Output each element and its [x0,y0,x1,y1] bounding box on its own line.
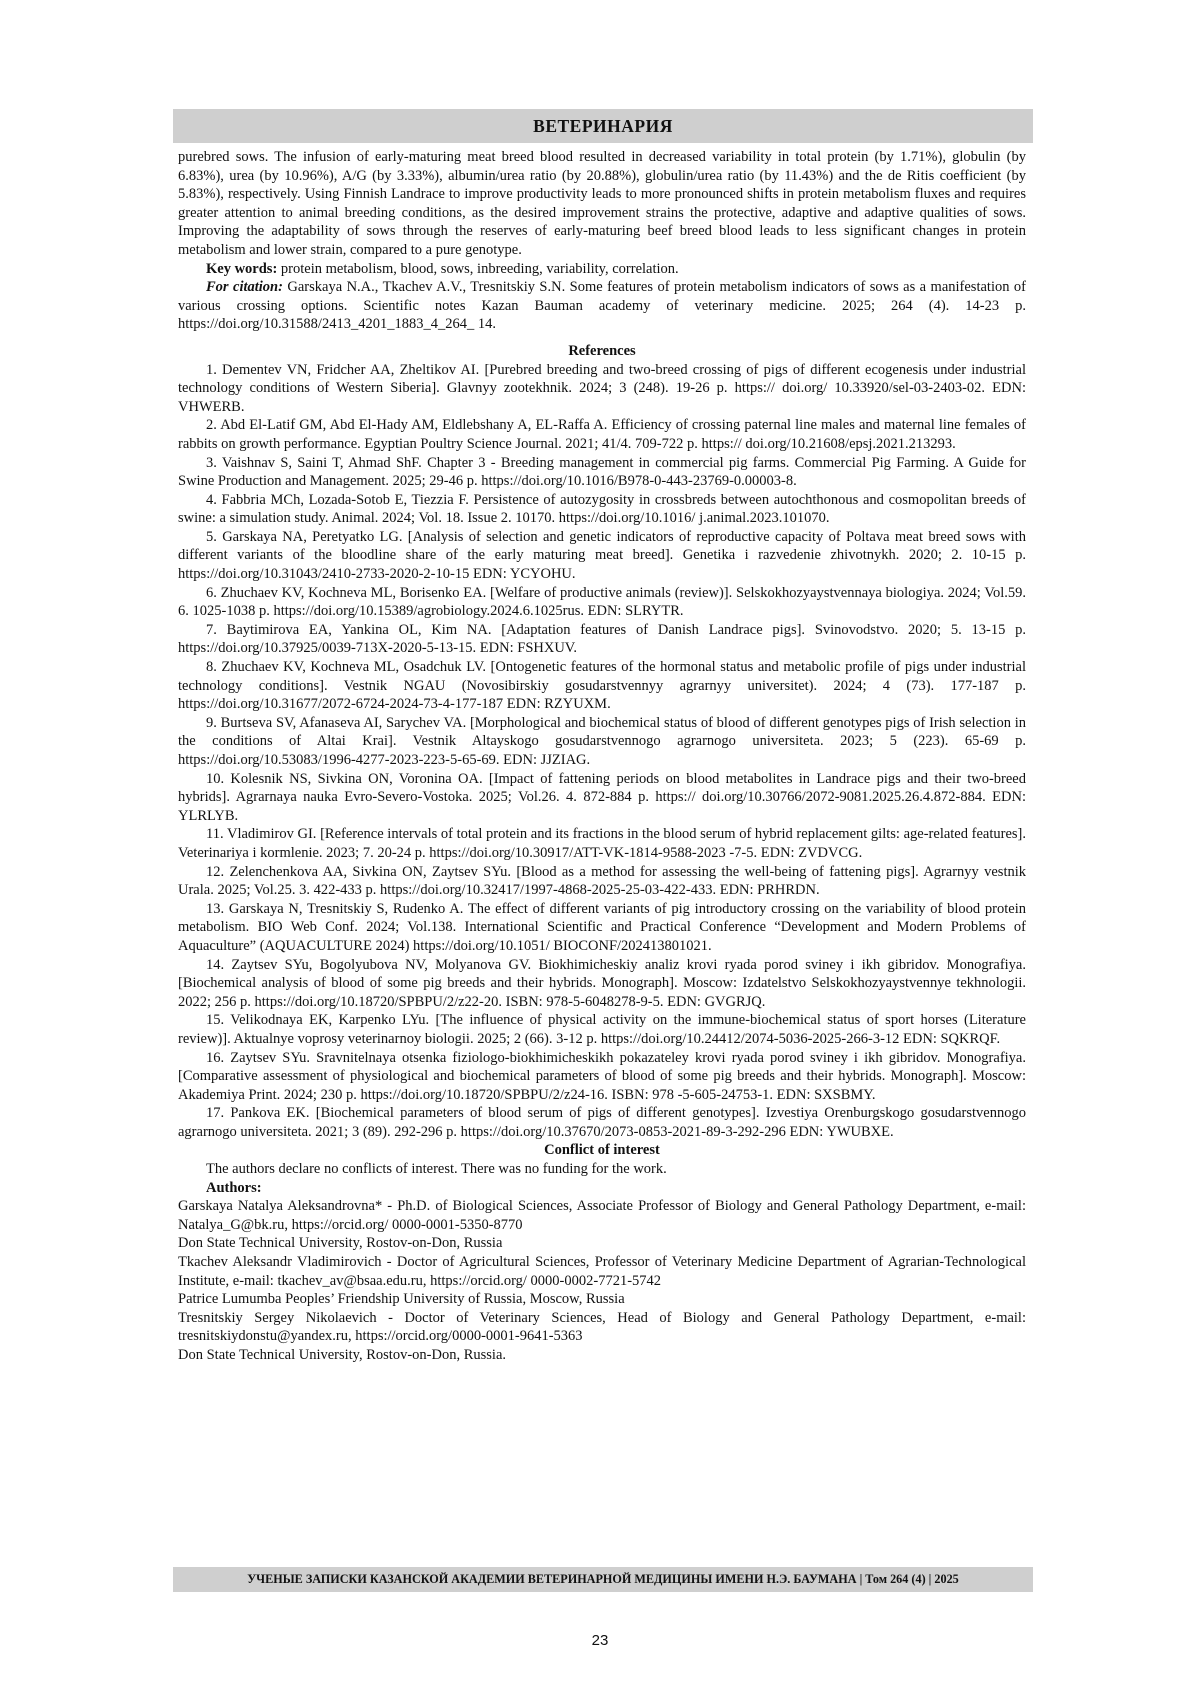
reference-item: 17. Pankova EK. [Biochemical parameters of blood serum of pigs of different genotypes]. Izvestiya Orenburgskogo gosudarstvennogo agrarnogo universiteta. 2021; 3 (89). 292-296 p. https://doi.org/10.37670/2073-0853-2021-89-3-292-296 EDN: YWUBXE. [178,1105,1026,1140]
author-line: Patrice Lumumba Peoples’ Friendship University of Russia, Moscow, Russia [178,1291,625,1308]
conflict-heading: Conflict of interest [544,1142,660,1159]
citation-text: Garskaya N.A., Tkachev A.V., Tresnitskiy S.N. Some features of protein metabolism indicators of sows as a manifestation of various crossing options. Scientific notes Kazan Bauman academy of veterinary medicine. 2025; 264 (4). 14-23 p. https://doi.org/10.31588/2413_4201_1883_4_264_ 14. [178,279,1026,333]
article-content [178,148,1026,1365]
references-list [178,361,1026,1142]
reference-item: 10. Kolesnik NS, Sivkina ON, Voronina OA. [Impact of fattening periods on blood metabolites in Landrace pigs and their two-breed hybrids]. Agrarnaya nauka Evro-Severo-Vostoka. 2025; Vol.26. 4. 872-884 p. https:// doi.org/10.30766/2072-9081.2025.26.4.872-884. EDN: YLRLYB. [178,770,1026,824]
journal-footer: УЧЕНЫЕ ЗАПИСКИ КАЗАНСКОЙ АКАДЕМИИ ВЕТЕРИНАРНОЙ МЕДИЦИНЫ ИМЕНИ Н.Э. БАУМАНА | Том 264 (4) | 2025 [173,1567,1033,1592]
authors-heading: Authors: [206,1179,262,1196]
author-line: Don State Technical University, Rostov-on-Don, Russia [178,1235,503,1252]
reference-item: 2. Abd El-Latif GM, Abd El-Hady AM, Eldlebshany A, EL-Raffa A. Efficiency of crossing paternal line males and maternal line females of rabbits on growth performance. Egyptian Poultry Science Journal. 2021; 41/4. 709-722 p. https:// doi.org/10.21608/epsj.2021.213293. [178,417,1026,452]
reference-item: 15. Velikodnaya EK, Karpenko LYu. [The influence of physical activity on the immune-biochemical status of sport horses (Literature review)]. Aktualnye voprosy veterinarnoy biologii. 2025; 2 (66). 3-12 p. https://doi.org/10.24412/2074-5036-2025-266-3-12 EDN: SQKRQF. [178,1012,1026,1047]
reference-item: 8. Zhuchaev KV, Kochneva ML, Osadchuk LV. [Ontogenetic features of the hormonal status and metabolic profile of pigs under industrial technology conditions]. Vestnik NGAU (Novosibirskiy gosudarstvennyy agrarnyy universitet). 2024; 4 (73). 177-187 p. https://doi.org/10.31677/2072-6724-2024-73-4-177-187 EDN: RZYUXM. [178,659,1026,713]
keywords [178,260,1026,279]
reference-item: 3. Vaishnav S, Saini T, Ahmad ShF. Chapter 3 - Breeding management in commercial pig farms. Commercial Pig Farming. A Guide for Swine Production and Management. 2025; 29-46 p. https://doi.org/10.1016/B978-0-443-23769-0.00003-8. [178,454,1026,490]
reference-item: 1. Dementev VN, Fridcher AA, Zheltikov AI. [Purebred breeding and two-breed crossing of pigs of different ecogenesis under industrial technology conditions of Western Siberia]. Glavnyy zootekhnik. 2024; 3 (248). 19-26 p. https:// doi.org/ 10.33920/sel-03-2403-02. EDN: VHWERB. [178,361,1026,415]
author-line: Garskaya Natalya Aleksandrovna* - Ph.D. of Biological Sciences, Associate Professor of Biology and General Pathology Department, e-mail: Natalya_G@bk.ru, https://orcid.org/ 0000-0001-5350-8770 [178,1198,1026,1233]
keywords-label: Key words: [206,260,278,277]
authors-list [178,1197,1026,1364]
reference-item: 5. Garskaya NA, Peretyatko LG. [Analysis of selection and genetic indicators of reproductive capacity of Poltava meat breed sows with different variants of the bloodline share of the early maturing meat breed]. Genetika i razvedenie zhivotnykh. 2020; 2. 10-15 p. https://doi.org/10.31043/2410-2733-2020-2-10-15 EDN: YCYOHU. [178,528,1026,583]
author-line: Don State Technical University, Rostov-on-Don, Russia. [178,1347,507,1363]
abstract-tail: purebred sows. The infusion of early-maturing meat breed blood resulted in decreased variability in total protein (by 1.71%), globulin (by 6.83%), urea (by 10.96%), A/G (by 3.33%), albumin/urea ratio (by 20.88%), globulin/urea ratio (by 11.43%) and the de Ritis coefficient (by 5.83%), respectively. Using Finnish Landrace to improve productivity leads to more pronounced shifts in protein metabolism fluxes and requires greater attention to animal breeding conditions, as the desired improvement strains the protective, adaptive and adaptive qualities of sows. Improving the adaptability of sows through the reserves of early-maturing beef breed blood leads to less significant changes in protein metabolism and lower strain, compared to a pure genotype. [178,149,1026,258]
reference-item: 12. Zelenchenkova AA, Sivkina ON, Zaytsev SYu. [Blood as a method for assessing the well-being of fattening pigs]. Agrarnyy vestnik Urala. 2025; Vol.25. 3. 422-433 p. https://doi.org/10.32417/1997-4868-2025-25-03-422-433. EDN: PRHRDN. [178,863,1026,899]
conflict-text: The authors declare no conflicts of interest. There was no funding for the work. [206,1161,667,1178]
reference-item: 16. Zaytsev SYu. Sravnitelnaya otsenka fiziologo-biokhimicheskikh pokazateley krovi ryada porod sviney i ikh gibridov. Monografiya. [Comparative assessment of physiological and biochemical parameters of blood of some pig breeds and their hybrids. Monograph]. Moscow: Akademiya Print. 2024; 230 p. https://doi.org/10.18720/SPBPU/2/z24-16. ISBN: 978 -5-605-24753-1. EDN: SXSBMY. [178,1049,1026,1103]
reference-item: 7. Baytimirova EA, Yankina OL, Kim NA. [Adaptation features of Danish Landrace pigs]. Svinovodstvo. 2020; 5. 13-15 p. https://doi.org/10.37925/0039-713X-2020-5-13-15. EDN: FSHXUV. [178,621,1026,657]
reference-item: 6. Zhuchaev KV, Kochneva ML, Borisenko EA. [Welfare of productive animals (review)]. Selskokhozyaystvennaya biologiya. 2024; Vol.59. 6. 1025-1038 p. https://doi.org/10.15389/agrobiology.2024.6.1025rus. EDN: SLRYTR. [178,584,1026,620]
reference-item: 4. Fabbria MCh, Lozada-Sotob E, Tiezzia F. Persistence of autozygosity in crossbreds between autochthonous and cosmopolitan breeds of swine: a simulation study. Animal. 2024; Vol. 18. Issue 2. 10170. https://doi.org/10.1016/ j.animal.2023.101070. [178,491,1026,527]
keywords-text: protein metabolism, blood, sows, inbreeding, variability, correlation. [277,260,679,277]
author-line: Tkachev Aleksandr Vladimirovich - Doctor of Agricultural Sciences, Professor of Veterinary Medicine Department of Agrarian-Technological Institute, e-mail: tkachev_av@bsaa.edu.ru, https://orcid.org/ 0000-0002-7721-5742 [178,1254,1026,1289]
reference-item: 13. Garskaya N, Tresnitskiy S, Rudenko A. The effect of different variants of pig introductory crossing on the variability of blood protein metabolism. BIO Web Conf. 2024; Vol.138. International Scientific and Practical Conference “Development and Modern Problems of Aquaculture” (AQUACULTURE 2024) https://doi.org/10.1051/ BIOCONF/202413801021. [178,900,1026,954]
citation [178,278,1026,334]
references-heading: References [568,342,636,359]
reference-item: 11. Vladimirov GI. [Reference intervals of total protein and its fractions in the blood serum of hybrid replacement gilts: age-related features]. Veterinariya i kormlenie. 2023; 7. 20-24 p. https://doi.org/10.30917/ATT-VK-1814-9588-2023 -7-5. EDN: ZVDVCG. [178,826,1026,861]
section-header: ВЕТЕРИНАРИЯ [173,109,1033,143]
page-number: 23 [591,1632,609,1649]
reference-item: 14. Zaytsev SYu, Bogolyubova NV, Molyanova GV. Biokhimicheskiy analiz krovi ryada porod sviney i ikh gibridov. Monografiya. [Biochemical analysis of blood of some pig breeds and their hybrids. Monograph]. Moscow: Izdatelstvo Selskokhozyaystvennye tekhnologii. 2022; 256 p. https://doi.org/10.18720/SPBPU/2/z22-20. ISBN: 978-5-6048278-9-5. EDN: GVGRJQ. [178,956,1026,1010]
author-line: Tresnitskiy Sergey Nikolaevich - Doctor of Veterinary Sciences, Head of Biology and General Pathology Department, e-mail: tresnitskiydonstu@yandex.ru, https://orcid.org/0000-0001-9641-5363 [178,1309,1026,1345]
reference-item: 9. Burtseva SV, Afanaseva AI, Sarychev VA. [Morphological and biochemical status of blood of different genotypes pigs of Irish selection in the conditions of Altai Krai]. Vestnik Altayskogo gosudarstvennogo agrarnogo universiteta. 2023; 5 (223). 65-69 p. https://doi.org/10.53083/1996-4277-2023-223-5-65-69. EDN: JJZIAG. [178,714,1026,768]
citation-label: For citation: [206,279,283,296]
